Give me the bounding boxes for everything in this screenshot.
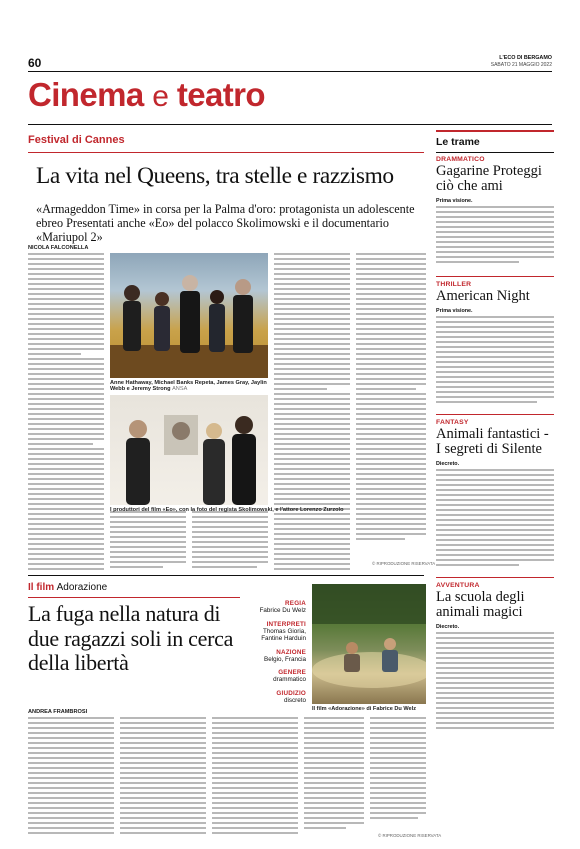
section-title — [28, 76, 265, 116]
sidebar-item-title: American Night — [436, 288, 530, 304]
sidebar-item-gagarine — [436, 156, 554, 268]
film-still-caption: Il film «Adorazione» di Fabrice Du Welz — [312, 706, 417, 712]
film-info-value: Fabrice Du Welz — [259, 607, 306, 614]
film-info-box — [256, 600, 306, 711]
film-byline: ANDREA FRAMBROSI — [28, 709, 88, 715]
film-body-column-5 — [370, 717, 426, 831]
article-byline: NICOLA FALCONELLA — [28, 245, 89, 251]
sidebar-title-rule — [436, 152, 554, 153]
sidebar-item-text — [436, 469, 554, 569]
section-title-e: e — [152, 80, 169, 113]
sidebar-item-title: Animali fantastici - I segreti di Silente — [436, 426, 549, 457]
header-rule — [28, 71, 552, 72]
film-info-value: drammatico — [273, 676, 306, 684]
cast-photo-caption — [110, 380, 270, 392]
article-body-column-4 — [274, 253, 350, 571]
sidebar-item-lead: Diecreto. — [436, 461, 460, 467]
cast-photo-figures — [110, 253, 268, 378]
sidebar-item-lead: Prima visione. — [436, 308, 473, 314]
article-divider — [28, 575, 424, 576]
sidebar-top-rule — [436, 130, 554, 132]
film-kicker — [28, 582, 107, 593]
newspaper-name: L'ECO DI BERGAMO — [499, 55, 552, 61]
film-copyright: © RIPRODUZIONE RISERVATA — [378, 833, 442, 838]
eo-producers-photo — [110, 395, 268, 505]
film-body-column-4 — [304, 717, 364, 839]
film-info-regia — [256, 600, 306, 615]
sidebar-item-american-night — [436, 281, 554, 406]
sidebar-divider — [436, 414, 554, 415]
film-info-label: NAZIONE — [276, 648, 306, 656]
film-kicker-title: Adorazione — [56, 582, 108, 593]
article-copyright: © RIPRODUZIONE RISERVATA — [372, 561, 436, 566]
film-info-label: INTERPRETI — [266, 620, 306, 628]
article-headline: La vita nel Queens, tra stelle e razzismo — [36, 163, 394, 189]
sidebar-divider — [436, 577, 554, 578]
film-headline: La fuga nella natura di due ragazzi soli in cerca della libertà — [28, 601, 234, 675]
article-kicker: Festival di Cannes — [28, 134, 125, 146]
sidebar-trame — [436, 130, 554, 732]
sidebar-title: Le trame — [436, 136, 480, 148]
film-kicker-rule — [28, 597, 240, 598]
sidebar-divider — [436, 276, 554, 277]
sidebar-item-title: Gagarine Proteggi ciò che ami — [436, 163, 542, 194]
film-info-label: GENERE — [278, 669, 306, 677]
film-info-value: Belgio, Francia — [264, 655, 306, 663]
cast-photo-caption-text: Anne Hathaway, Michael Banks Repeta, James Gray, Jaylin Webb e Jeremy Strong — [110, 380, 267, 392]
article-body-column-5 — [356, 253, 426, 553]
article-subhead: «Armageddon Time» in corsa per la Palma d'oro: protagonista un adolescente ebreo Presentati anche «Eo» del polacco Skolimowski e il documentario «Mariupol 2» — [36, 202, 415, 244]
section-title-cinema: Cinema — [28, 76, 144, 113]
page-number: 60 — [28, 56, 42, 70]
issue-date: SABATO 21 MAGGIO 2022 — [490, 62, 552, 68]
film-info-label: GIUDIZIO — [276, 689, 306, 697]
film-still-figures — [312, 584, 426, 704]
sidebar-item-scuola-animali — [436, 582, 554, 732]
cast-photo-credit: ANSA — [172, 386, 188, 392]
cast-photo — [110, 253, 268, 378]
film-info-genere — [256, 669, 306, 684]
film-kicker-label: Il film — [28, 582, 55, 593]
article-body-column-3 — [192, 511, 268, 571]
sidebar-item-category: FANTASY — [436, 419, 469, 426]
film-info-value: discreto — [283, 696, 306, 704]
film-body-column-2 — [120, 717, 206, 839]
sidebar-item-text — [436, 316, 554, 406]
sidebar-item-animali-fantastici — [436, 419, 554, 569]
film-info-interpreti — [256, 621, 306, 643]
film-body-column-1 — [28, 717, 114, 839]
article-body-column-1 — [28, 253, 104, 571]
film-info-value: Thomas Gioria, Fantine Harduin — [261, 627, 306, 643]
film-info-giudizio — [256, 690, 306, 705]
sidebar-item-title: La scuola degli animali magici — [436, 589, 525, 620]
film-info-nazione — [256, 649, 306, 664]
eo-producers-figures — [110, 395, 268, 505]
film-info-label: REGIA — [285, 600, 306, 607]
eo-photo-caption: I produttori del film «Eo», con la foto del regista Skolimowski, e l'attore Lorenzo Zurzolo — [110, 507, 344, 513]
film-body-column-3 — [212, 717, 298, 839]
sidebar-item-lead: Diecreto. — [436, 624, 460, 630]
section-title-teatro: teatro — [176, 76, 265, 113]
sidebar-item-lead: Prima visione. — [436, 198, 473, 204]
sidebar-item-text — [436, 632, 554, 732]
sidebar-item-category: THRILLER — [436, 281, 472, 288]
sidebar-item-category: DRAMMATICO — [436, 156, 485, 163]
sidebar-item-category: AVVENTURA — [436, 582, 480, 589]
article-body-column-2 — [110, 511, 186, 571]
section-rule — [28, 124, 552, 125]
kicker-rule — [28, 152, 424, 153]
film-still-photo — [312, 584, 426, 704]
sidebar-item-text — [436, 206, 554, 268]
